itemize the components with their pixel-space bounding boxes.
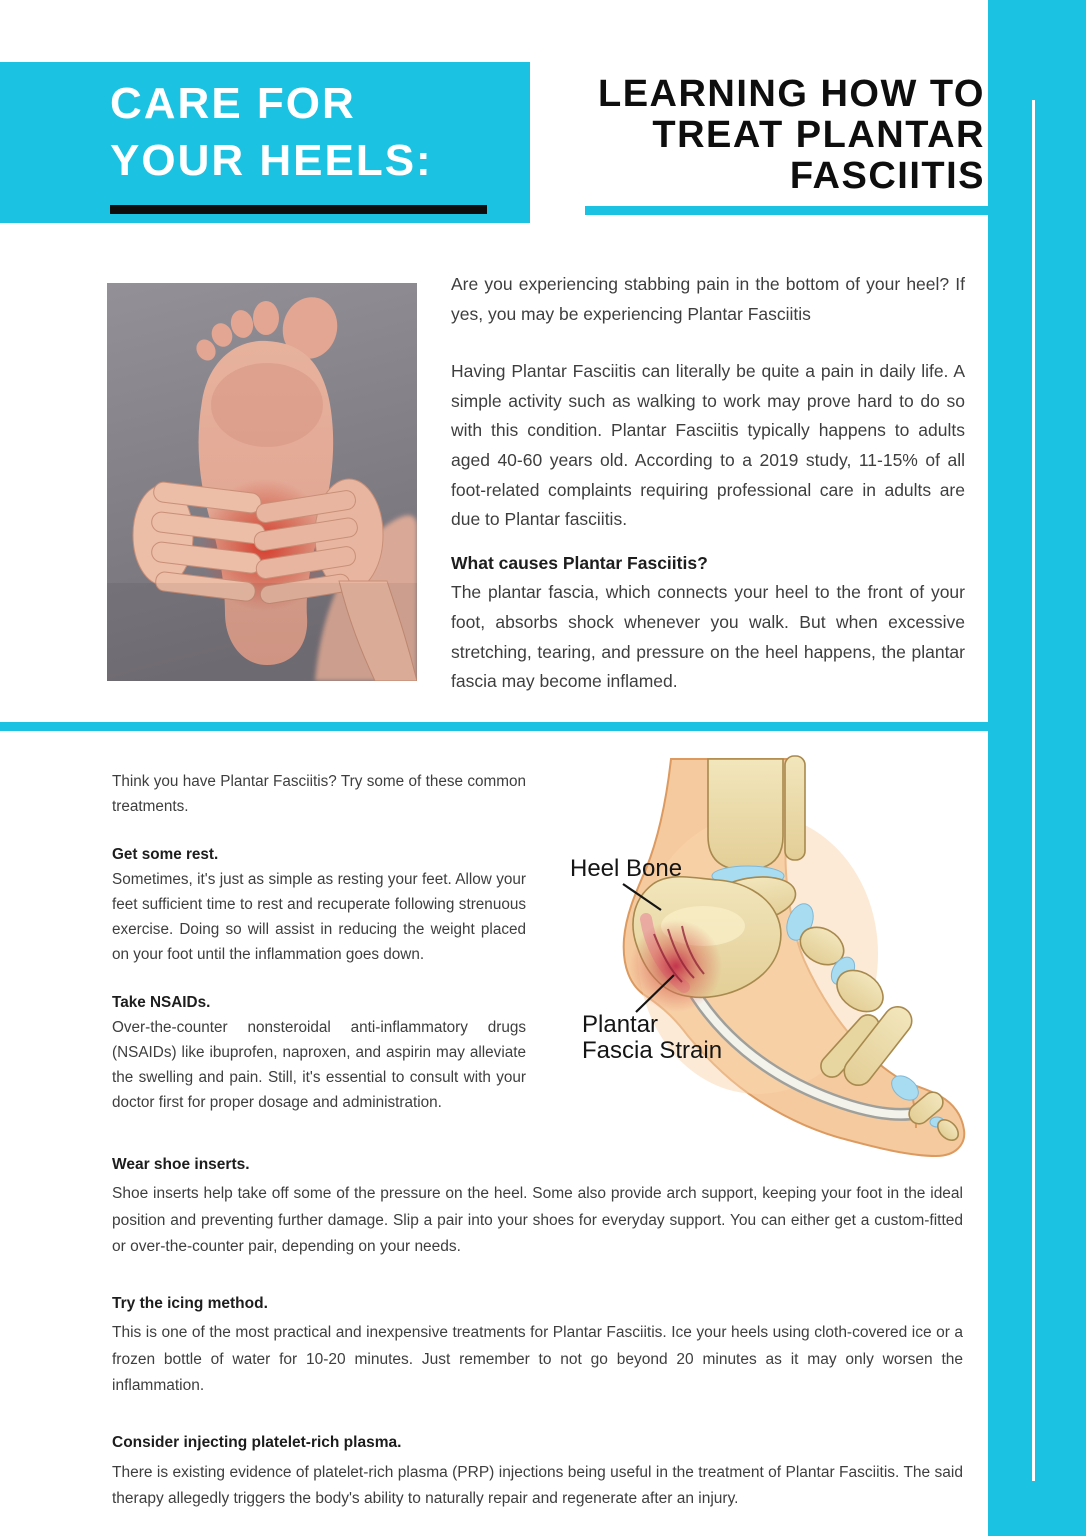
heel-bone-label: Heel Bone [570, 855, 683, 882]
title-underline-black [110, 205, 487, 214]
page-title-left-line1: CARE FOR [110, 79, 356, 128]
page-title-left-line2: YOUR HEELS: [110, 136, 433, 185]
intro-paragraph-2: Having Plantar Fasciitis can literally be quite a pain in daily life. A simple activity such as walking to work may prove hard to do so with this condition. Plantar Fasciitis typically happens to adults aged 40-60 years old. According to a 2019 study, 11-15% of all foot-related complaints requiring professional care in adults are due to Plantar fasciitis. [451, 361, 965, 530]
treatment-body: Sometimes, it's just as simple as resting your feet. Allow your feet sufficient time to rest and recuperate following strenuous exercise. Doing so will assist in reducing the weight placed on your foot until the inflammation goes down. [112, 871, 526, 963]
header-cyan-block [0, 62, 530, 223]
intro-text [451, 270, 965, 697]
page-title-right-line1: LEARNING HOW TO [597, 73, 985, 115]
section-divider-bar [0, 722, 988, 731]
fascia-strain-label-line2: Fascia Strain [582, 1037, 723, 1064]
page-title-right [470, 74, 985, 197]
treatment-body: There is existing evidence of platelet-rich plasma (PRP) injections being useful in the treatment of Plantar Fasciitis. The said therapy allegedly triggers the body's ability to naturally repair and regenerate after an injury. [112, 1463, 963, 1507]
foot-anatomy-diagram [558, 744, 990, 1172]
sidebar-white-line [1032, 100, 1035, 1481]
fascia-strain-label-line1: Plantar [582, 1011, 659, 1038]
treatment-icing [112, 1291, 963, 1399]
title-underline-cyan [585, 206, 988, 215]
page-title-right-line2: TREAT PLANTAR [652, 114, 985, 156]
treatments-lead: Think you have Plantar Fasciitis? Try some of these common treatments. [112, 773, 526, 815]
treatment-heading: Take NSAIDs. [112, 993, 211, 1011]
treatment-rest [112, 843, 526, 968]
intro-paragraph-1: Are you experiencing stabbing pain in the bottom of your heel? If yes, you may be experiencing Plantar Fasciitis [451, 274, 965, 324]
treatment-body: This is one of the most practical and inexpensive treatments for Plantar Fasciitis. Ice your heels using cloth-covered ice or a frozen bottle of water for 10-20 minutes. Just remember to not go beyond 20 minutes as it may only worsen the inflammation. [112, 1324, 963, 1395]
treatment-heading: Wear shoe inserts. [112, 1156, 250, 1173]
treatments-bottom-section [112, 1152, 963, 1536]
treatment-heading: Get some rest. [112, 845, 219, 863]
treatment-heading: Try the icing method. [112, 1295, 268, 1313]
treatment-heading: Consider injecting platelet-rich plasma. [112, 1434, 402, 1452]
treatment-body: Over-the-counter nonsteroidal anti-inflammatory drugs (NSAIDs) like ibuprofen, naproxen, and aspirin may alleviate the swelling and pain. Still, it's essential to consult with your doctor first for proper dosage and administration. [112, 1019, 526, 1111]
treatment-body: Shoe inserts help take off some of the pressure on the heel. Some also provide arch support, keeping your foot in the ideal position and preventing further damage. Slip a pair into your shoes for everyday support. You can either get a custom-fitted or over-the-counter pair, depending on your needs. [112, 1185, 963, 1255]
treatment-inserts [112, 1152, 963, 1260]
page-title-left [110, 75, 433, 189]
treatment-nsaids [112, 991, 526, 1116]
page-title-right-line3: FASCIITIS [789, 155, 985, 197]
treatment-prp [112, 1430, 963, 1512]
right-accent-sidebar [988, 0, 1086, 1536]
causes-heading: What causes Plantar Fasciitis? [451, 552, 708, 573]
foot-pain-photo [107, 283, 417, 681]
causes-paragraph: The plantar fascia, which connects your heel to the front of your foot, absorbs shock whenever you walk. But when excessive stretching, tearing, and pressure on the heel happens, the plantar fascia may become inflamed. [451, 582, 965, 692]
treatments-column [112, 770, 526, 1139]
